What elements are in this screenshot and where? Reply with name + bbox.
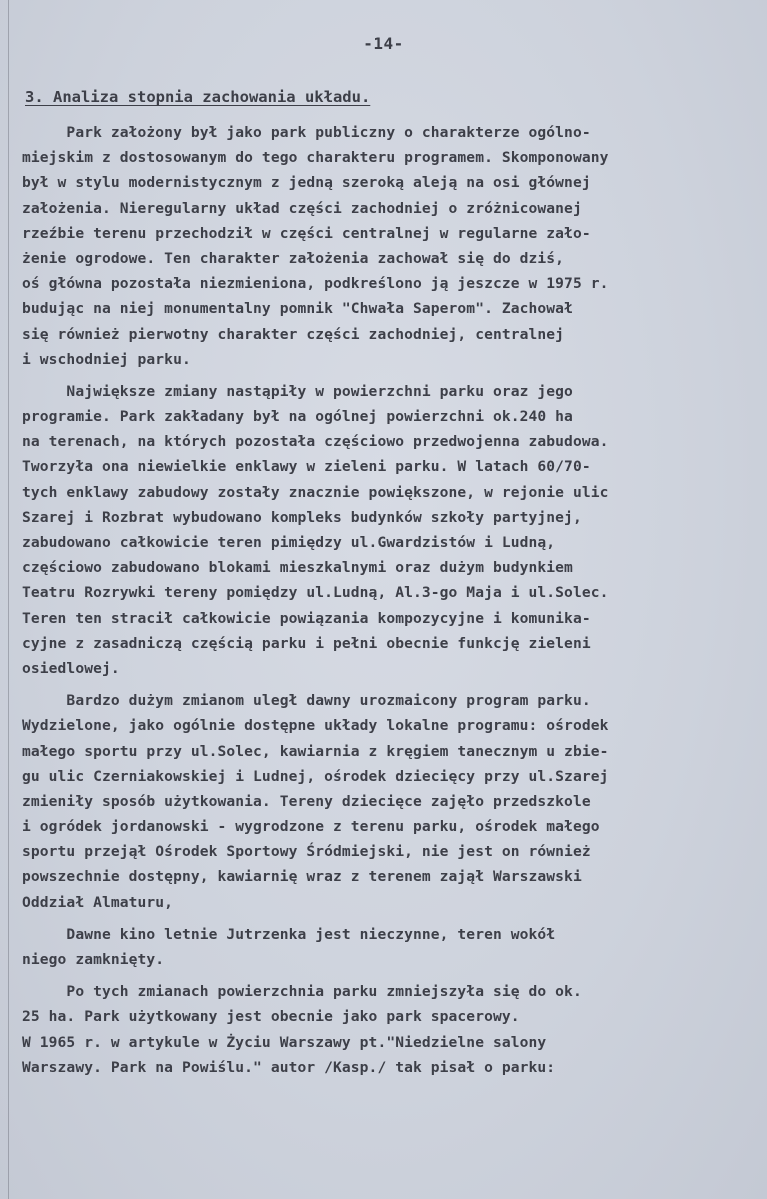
section-heading: 3. Analiza stopnia zachowania układu. — [25, 88, 371, 106]
text-line: rzeźbie terenu przechodził w części centralnej w regularne zało- — [22, 224, 591, 242]
paragraph — [22, 120, 742, 372]
paragraph-gap — [22, 681, 742, 688]
text-line: miejskim z dostosowanym do tego charakteru programem. Skomponowany — [22, 149, 609, 167]
text-line: gu ulic Czerniakowskiej i Ludnej, ośrodek dziecięcy przy ul.Szarej — [22, 767, 609, 785]
text-line: Po tych zmianach powierzchnia parku zmniejszyła się do ok. — [22, 983, 582, 1001]
text-line: Dawne kino letnie Jutrzenka jest nieczynne, teren wokół — [22, 925, 556, 943]
text-line: był w stylu modernistycznym z jedną szeroką aleją na osi głównej — [22, 174, 591, 192]
text-line: Oddział Almaturu, — [22, 893, 174, 911]
text-line: zmieniły sposób użytkowania. Tereny dziecięce zajęło przedszkole — [22, 792, 591, 810]
text-line: i ogródek jordanowski - wygrodzone z terenu parku, ośrodek małego — [22, 818, 600, 836]
text-line: niego zamknięty. — [22, 951, 165, 968]
paragraph-gap — [22, 915, 742, 922]
text-line: Tworzyła ona niewielkie enklawy w zieleni parku. W latach 60/70- — [22, 458, 591, 476]
text-line: sportu przejął Ośrodek Sportowy Śródmiejski, nie jest on również — [22, 843, 591, 861]
text-line: Największe zmiany nastąpiły w powierzchni parku oraz jego — [22, 382, 573, 400]
text-line: Szarej i Rozbrat wybudowano kompleks budynków szkoły partyjnej, — [22, 508, 582, 526]
paragraph — [22, 922, 742, 972]
text-line: tych enklawy zabudowy zostały znacznie powiększone, w rejonie ulic — [22, 483, 609, 501]
text-line: budując na niej monumentalny pomnik "Chwała Saperom". Zachował — [22, 300, 573, 318]
page-edge-line — [8, 0, 9, 1199]
paragraph — [22, 979, 742, 1080]
text-line: Teren ten stracił całkowicie powiązania kompozycyjne i komunika- — [22, 609, 591, 627]
paragraph — [22, 688, 742, 915]
text-line: Bardzo dużym zmianom uległ dawny urozmaicony program parku. — [22, 692, 591, 710]
text-line: Teatru Rozrywki tereny pomiędzy ul.Ludną, Al.3-go Maja i ul.Solec. — [22, 584, 609, 602]
text-line: osiedlowej. — [22, 659, 120, 677]
text-line: programie. Park zakładany był na ogólnej powierzchni ok.240 ha — [22, 408, 573, 426]
page-number: -14- — [363, 34, 404, 53]
text-line: założenia. Nieregularny układ części zachodniej o zróżnicowanej — [22, 199, 582, 217]
text-line: się również pierwotny charakter części zachodniej, centralnej — [22, 325, 565, 343]
text-line: małego sportu przy ul.Solec, kawiarnia z kręgiem tanecznym u zbie- — [22, 742, 609, 760]
text-line: na terenach, na których pozostała częściowo przedwojenna zabudowa. — [22, 433, 609, 451]
paragraph-gap — [22, 972, 742, 979]
paragraph — [22, 379, 742, 681]
text-line: i wschodniej parku. — [22, 350, 191, 368]
text-line: W 1965 r. w artykule w Życiu Warszawy pt."Niedzielne salony — [22, 1033, 547, 1051]
text-line: częściowo zabudowano blokami mieszkalnymi oraz dużym budynkiem — [22, 559, 573, 577]
text-line: żenie ogrodowe. Ten charakter założenia zachował się do dziś, — [22, 249, 565, 267]
text-line: cyjne z zasadniczą częścią parku i pełni obecnie funkcję zieleni — [22, 634, 591, 652]
text-line: zabudowano całkowicie teren pimiędzy ul.Gwardzistów i Ludną, — [22, 534, 556, 551]
text-line: Warszawy. Park na Powiślu." autor /Kasp./ tak pisał o parku: — [22, 1058, 556, 1076]
text-line: powszechnie dostępny, kawiarnię wraz z terenem zajął Warszawski — [22, 868, 582, 886]
text-line: oś główna pozostała niezmieniona, podkreślono ją jeszcze w 1975 r. — [22, 275, 609, 293]
text-line: 25 ha. Park użytkowany jest obecnie jako park spacerowy. — [22, 1008, 520, 1026]
text-line: Wydzielone, jako ogólnie dostępne układy lokalne programu: ośrodek — [22, 717, 609, 735]
text-line: Park założony był jako park publiczny o charakterze ogólno- — [22, 124, 591, 141]
body-text — [22, 120, 742, 1080]
paragraph-gap — [22, 372, 742, 379]
